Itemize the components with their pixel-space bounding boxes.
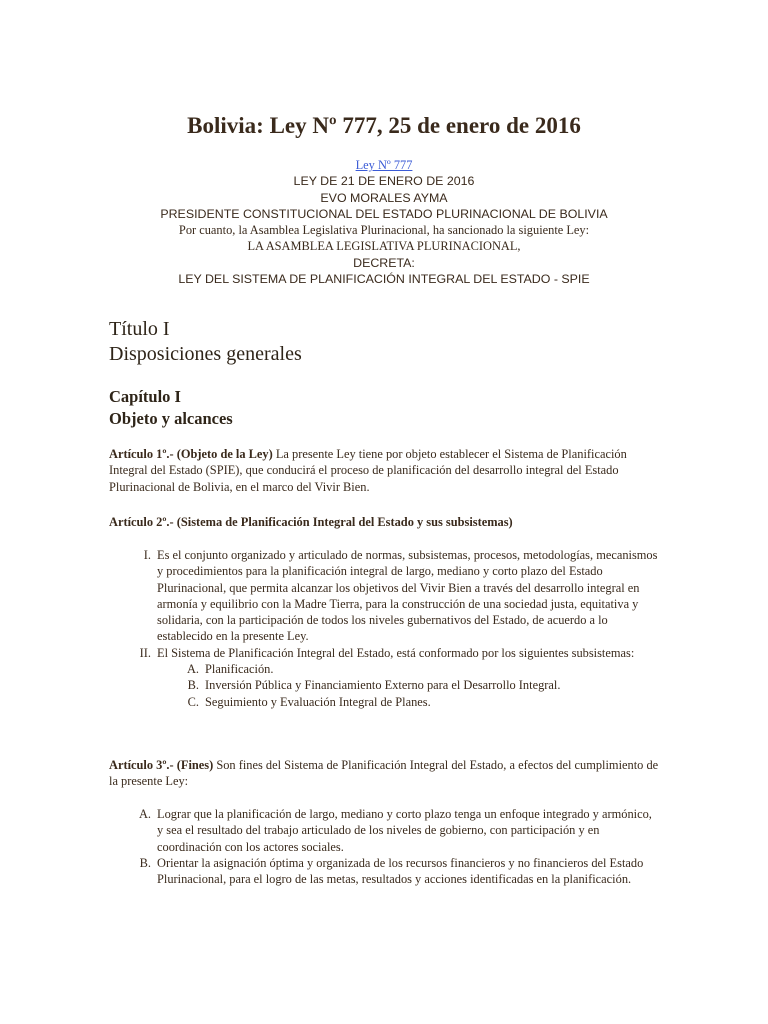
article-3-text: Son fines del Sistema de Planificación Integral del Estado, a efectos del cumplimiento de la presente Ley:	[109, 758, 659, 789]
header-line-law-name: LEY DEL SISTEMA DE PLANIFICACIÓN INTEGRAL DEL ESTADO - SPIE	[178, 272, 590, 287]
list-item	[109, 645, 659, 710]
article-3-list	[109, 806, 659, 887]
list-marker: B.	[139, 855, 151, 870]
header-line-president-title: PRESIDENTE CONSTITUCIONAL DEL ESTADO PLURINACIONAL DE BOLIVIA	[160, 206, 608, 221]
header-line-sanction: Por cuanto, la Asamblea Legislativa Plurinacional, ha sancionado la siguiente Ley:	[178, 223, 590, 238]
capitulo-name: Objeto y alcances	[109, 409, 233, 428]
article-1	[109, 446, 659, 495]
list-marker: II.	[139, 645, 151, 660]
article-3-label: Artículo 3º.- (Fines)	[109, 758, 214, 772]
capitulo-heading	[109, 386, 233, 430]
capitulo-number: Capítulo I	[109, 387, 181, 406]
list-item	[157, 661, 659, 677]
list-marker: C.	[187, 694, 199, 709]
list-item	[109, 547, 659, 645]
subsystems-list	[157, 661, 659, 710]
list-item-text: Es el conjunto organizado y articulado de normas, subsistemas, procesos, metodologías, mecanismos y procedimientos para la planificación integral de largo, mediano y corto plazo del Estado Plurinacional, que permita alcanzar los objetivos del Vivir Bien a través del desarrollo integral en armonía y equilibrio con la Madre Tierra, para la construcción de una sociedad justa, equitativa y solidaria, con la participación de todos los niveles gubernativos del Estado, de acuerdo a lo establecido en la presente Ley.	[157, 548, 658, 644]
list-item	[157, 677, 659, 693]
article-2-label: Artículo 2º.- (Sistema de Planificación Integral del Estado y sus subsistemas)	[109, 515, 513, 529]
list-item	[109, 806, 659, 855]
titulo-number: Título I	[109, 318, 170, 340]
list-item-text: Inversión Pública y Financiamiento Externo para el Desarrollo Integral.	[205, 678, 561, 693]
list-item-text: Lograr que la planificación de largo, mediano y corto plazo tenga un enfoque integrado y armónico, y sea el resultado del trabajo articulado de los niveles de gobierno, con participación y en coordinación con los actores sociales.	[157, 807, 652, 854]
article-1-text: La presente Ley tiene por objeto establecer el Sistema de Planificación Integral del Estado (SPIE), que conducirá el proceso de planificación del desarrollo integral del Estado Plurinacional de Bolivia, en el marco del Vivir Bien.	[109, 447, 627, 494]
header-line-president-name: EVO MORALES AYMA	[320, 190, 448, 205]
article-2-heading	[109, 514, 659, 530]
law-header	[0, 157, 768, 287]
header-line-decreta: DECRETA:	[353, 255, 415, 270]
header-line-date: LEY DE 21 DE ENERO DE 2016	[293, 174, 475, 189]
titulo-heading	[109, 317, 302, 367]
law-link[interactable]: Ley Nº 777	[355, 158, 413, 172]
article-1-label: Artículo 1º.- (Objeto de la Ley)	[109, 447, 273, 461]
list-item-text: Planificación.	[205, 662, 274, 677]
list-item-text: Seguimiento y Evaluación Integral de Planes.	[205, 694, 431, 709]
list-item-text: Orientar la asignación óptima y organizada de los recursos financieros y no financieros del Estado Plurinacional, para el logro de las metas, resultados y acciones identificadas en la planificación.	[157, 855, 644, 887]
list-item	[157, 694, 659, 710]
document-title: Bolivia: Ley Nº 777, 25 de enero de 2016	[187, 113, 581, 138]
list-marker: I.	[143, 548, 151, 562]
list-marker: A.	[186, 662, 199, 677]
article-2-list	[109, 547, 659, 710]
list-marker: B.	[187, 678, 199, 693]
list-item-text: El Sistema de Planificación Integral del Estado, está conformado por los siguientes subsistemas:	[157, 645, 635, 660]
list-item	[109, 855, 659, 888]
article-3	[109, 757, 659, 790]
list-marker: A.	[138, 807, 151, 821]
titulo-name: Disposiciones generales	[109, 343, 302, 365]
header-line-assembly: LA ASAMBLEA LEGISLATIVA PLURINACIONAL,	[247, 239, 521, 254]
